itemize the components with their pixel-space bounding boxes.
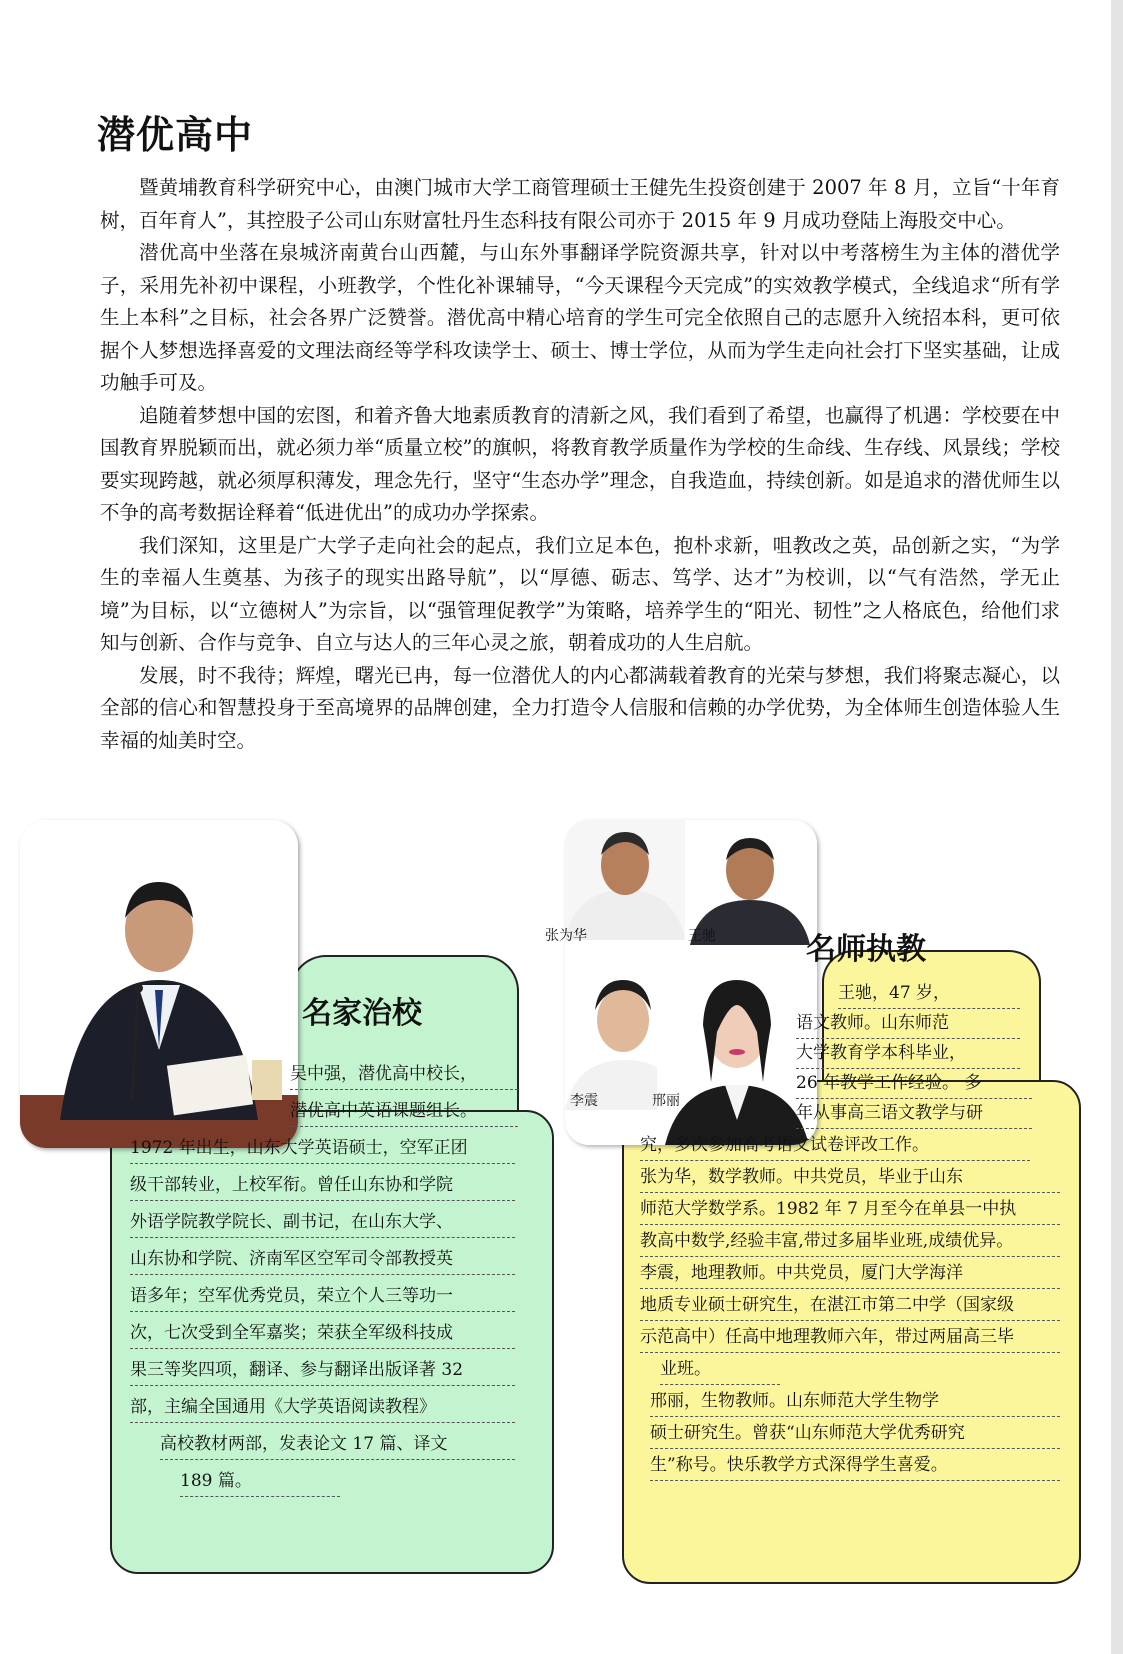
- teachers-photo-group: [565, 820, 817, 1145]
- principal-line: 级干部转业，上校军衔。曾任山东协和学院: [130, 1170, 515, 1201]
- intro-paragraph: 发展，时不我待；辉煌，曙光已冉，每一位潜优人的内心都满载着教育的光荣与梦想，我们将聚志凝心，以全部的信心和智慧投身于至高境界的品牌创建，全力打造令人信服和信赖的办学优势，为全体师生创造体验人生幸福的灿美时空。: [100, 663, 1060, 752]
- teacher-line: 大学教育学本科毕业，: [796, 1038, 1020, 1069]
- principal-line: 外语学院教学院长、副书记，在山东大学、: [130, 1207, 515, 1238]
- teacher-line: 硕士研究生。曾获“山东师范大学优秀研究: [650, 1418, 1060, 1449]
- principal-line: 部，主编全国通用《大学英语阅读教程》: [130, 1392, 515, 1423]
- principal-line: 果三等奖四项，翻译、参与翻译出版译著 32: [130, 1355, 515, 1386]
- teacher-line: 示范高中）任高中地理教师六年，带过两届高三毕: [640, 1322, 1060, 1353]
- principal-line: 语多年；空军优秀党员，荣立个人三等功一: [130, 1281, 515, 1312]
- teacher-line: 业班。: [660, 1354, 780, 1385]
- intro-paragraph: 暨黄埔教育科学研究中心，由澳门城市大学工商管理硕士王健先生投资创建于 2007 年 8 月，立旨“十年育树，百年育人”，其控股子公司山东财富牡丹生态科技有限公司亦于 2015 年 9 月成功登陆上海股交中心。: [100, 176, 1060, 232]
- photo-label-wang: 王驰: [688, 928, 716, 944]
- teacher-line: 年从事高三语文教学与研: [796, 1098, 1032, 1129]
- teacher-line: 教高中数学,经验丰富,带过多届毕业班,成绩优异。: [640, 1226, 1060, 1257]
- page-title: 潜优高中: [97, 113, 254, 157]
- page-edge-bar: [1111, 0, 1123, 1654]
- principal-line: 山东协和学院、济南军区空军司令部教授英: [130, 1244, 515, 1275]
- principal-line: 189 篇。: [180, 1466, 340, 1497]
- principal-photo: [20, 820, 298, 1148]
- principal-line: 次，七次受到全军嘉奖；荣获全军级科技成: [130, 1318, 515, 1349]
- photo-label-zhang: 张为华: [545, 928, 587, 944]
- teacher-line: 26 年教学工作经验。 多: [796, 1068, 1032, 1099]
- teacher-line: 邢丽，生物教师。山东师范大学生物学: [650, 1386, 1060, 1417]
- intro-paragraph: 追随着梦想中国的宏图，和着齐鲁大地素质教育的清新之风，我们看到了希望，也赢得了机遇：学校要在中国教育界脱颖而出，就必须力举“质量立校”的旗帜，将教育教学质量作为学校的生命线、生存线、风景线；学校要实现跨越，就必须厚积薄发，理念先行，坚守“生态办学”理念，自我造血，持续创新。如是追求的潜优师生以不争的高考数据诠释着“低进优出”的成功办学探索。: [100, 403, 1060, 524]
- intro-paragraph: 我们深知，这里是广大学子走向社会的起点，我们立足本色，抱朴求新，咀教改之英，品创新之实，“为学生的幸福人生奠基、为孩子的现实出路导航”，以“厚德、砺志、笃学、达才”为校训，以“气有浩然，学无止境”为目标，以“立德树人”为宗旨，以“强管理促教学”为策略，培养学生的“阳光、韧性”之人格底色，给他们求知与创新、合作与竞争、自立与达人的三年心灵之旅，朝着成功的人生启航。: [100, 533, 1060, 654]
- teacher-line: 地质专业硕士研究生，在湛江市第二中学（国家级: [640, 1290, 1060, 1321]
- intro-paragraph: 潜优高中坐落在泉城济南黄台山西麓，与山东外事翻译学院资源共享，针对以中考落榜生为主体的潜优学子，采用先补初中课程，小班教学，个性化补课辅导，“今天课程今天完成”的实效教学模式，全线追求“所有学生上本科”之目标，社会各界广泛赞誉。潜优高中精心培育的学生可完全依照自己的志愿升入统招本科，更可依据个人梦想选择喜爱的文理法商经等学科攻读学士、硕士、博士学位，从而为学生走向社会打下坚实基础，让成功触手可及。: [100, 241, 1060, 394]
- teacher-line: 李震，地理教师。中共党员，厦门大学海洋: [640, 1258, 1060, 1289]
- intro-text: [100, 172, 1060, 757]
- teacher-line: 张为华，数学教师。中共党员，毕业于山东: [640, 1162, 1060, 1193]
- photo-label-xing: 邢丽: [652, 1093, 680, 1109]
- principal-line: 吴中强，潜优高中校长，: [290, 1059, 518, 1090]
- teachers-heading: 名师执教: [806, 932, 926, 967]
- principal-line: 高校教材两部，发表论文 17 篇、译文: [160, 1429, 515, 1460]
- teacher-line: 语文教师。山东师范: [796, 1008, 1020, 1039]
- principal-heading: 名家治校: [302, 996, 422, 1031]
- principal-line: 潜优高中英语课题组长。: [290, 1096, 518, 1127]
- principal-line: 1972 年出生，山东大学英语硕士，空军正团: [130, 1133, 515, 1164]
- teacher-line: 师范大学数学系。1982 年 7 月至今在单县一中执: [640, 1194, 1060, 1225]
- teacher-line: 究，多次参加高考语文试卷评改工作。: [640, 1130, 1030, 1161]
- teacher-line: 生”称号。快乐教学方式深得学生喜爱。: [650, 1450, 1060, 1481]
- teacher-line: 王驰，47 岁，: [838, 978, 1020, 1009]
- photo-label-li: 李震: [570, 1093, 598, 1109]
